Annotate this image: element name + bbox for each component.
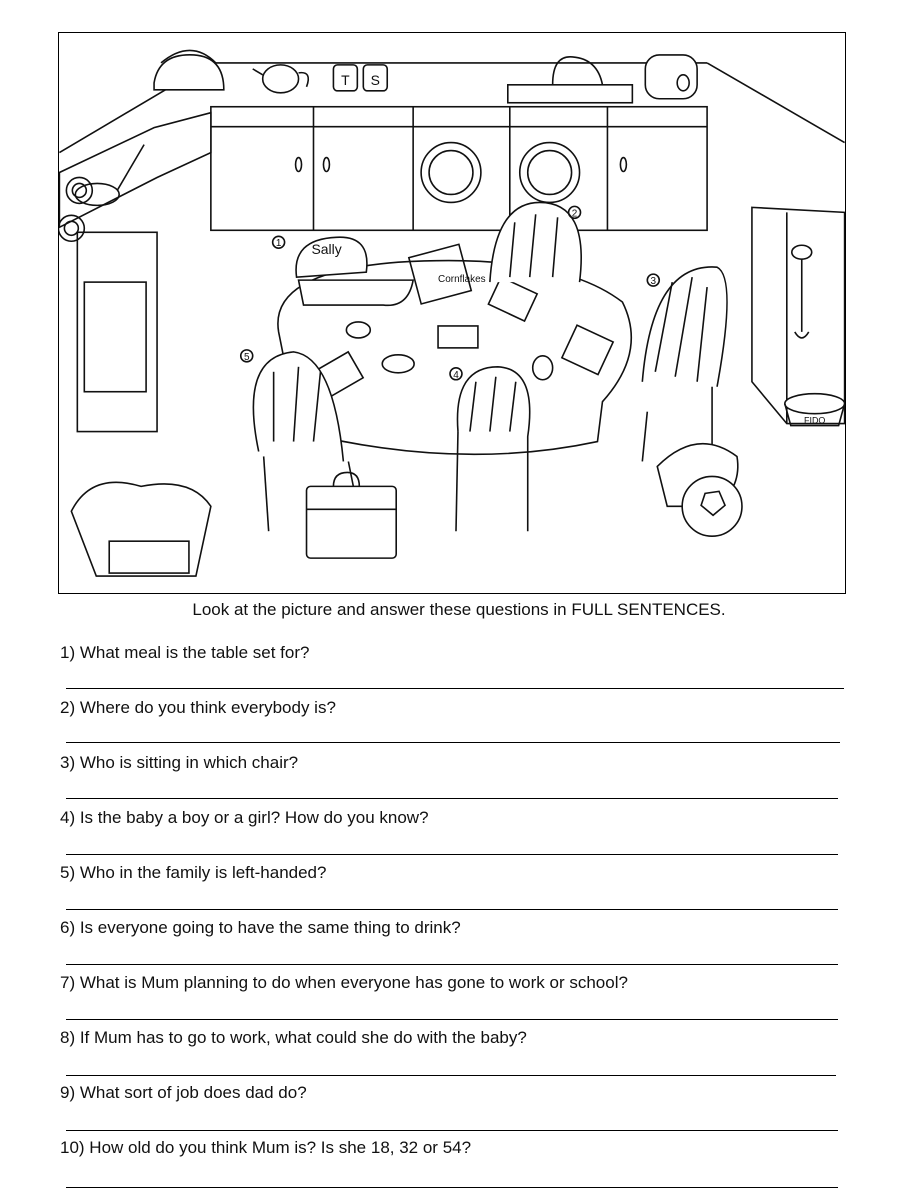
canisters: [333, 65, 387, 91]
cereal-box-label: Cornflakes: [438, 274, 486, 286]
chair-number-5: 5: [243, 351, 250, 363]
chair-number-2: 2: [571, 208, 578, 220]
question-1: 1) What meal is the table set for?: [60, 643, 310, 662]
high-chair-name: Sally: [311, 241, 342, 258]
question-6: 6) Is everyone going to have the same thing to drink?: [60, 918, 461, 937]
kitchen-illustration: [58, 32, 846, 594]
teapot: [253, 65, 309, 93]
question-8: 8) If Mum has to go to work, what could she do with the baby?: [60, 1028, 527, 1047]
answer-line-7[interactable]: [66, 1019, 838, 1020]
answer-line-2[interactable]: [66, 742, 840, 743]
chair-3: [642, 267, 727, 462]
question-3: 3) Who is sitting in which chair?: [60, 753, 299, 772]
instructions: Look at the picture and answer these questions in FULL SENTENCES.: [192, 600, 726, 619]
kettle: [154, 50, 224, 89]
question-4: 4) Is the baby a boy or a girl? How do you know?: [60, 808, 429, 827]
stove: [59, 113, 211, 432]
answer-line-10[interactable]: [66, 1187, 838, 1188]
football: [682, 476, 742, 536]
right-counter: [752, 207, 845, 423]
answer-line-4[interactable]: [66, 854, 838, 855]
back-cupboards: [211, 107, 707, 231]
answer-line-1[interactable]: [66, 688, 844, 689]
answer-line-8[interactable]: [66, 1075, 836, 1076]
chair-number-1: 1: [275, 238, 282, 250]
question-2: 2) Where do you think everybody is?: [60, 698, 336, 717]
toaster: [645, 55, 697, 99]
chair-number-4: 4: [453, 369, 459, 381]
question-5: 5) Who in the family is left-handed?: [60, 863, 327, 882]
answer-line-6[interactable]: [66, 964, 838, 965]
chair-number-3: 3: [650, 276, 657, 288]
answer-line-9[interactable]: [66, 1130, 838, 1131]
canister-t-label: T: [341, 71, 350, 88]
canister-s-label: S: [370, 71, 380, 88]
question-7: 7) What is Mum planning to do when everyone has gone to work or school?: [60, 973, 628, 992]
dog-bowl-label: FIDO: [804, 415, 826, 426]
question-10: 10) How old do you think Mum is? Is she 18, 32 or 54?: [60, 1138, 472, 1157]
answer-line-5[interactable]: [66, 909, 838, 910]
answer-line-3[interactable]: [66, 798, 838, 799]
laundry-basket: [71, 482, 211, 576]
question-9: 9) What sort of job does dad do?: [60, 1083, 307, 1102]
briefcase: [307, 472, 397, 558]
